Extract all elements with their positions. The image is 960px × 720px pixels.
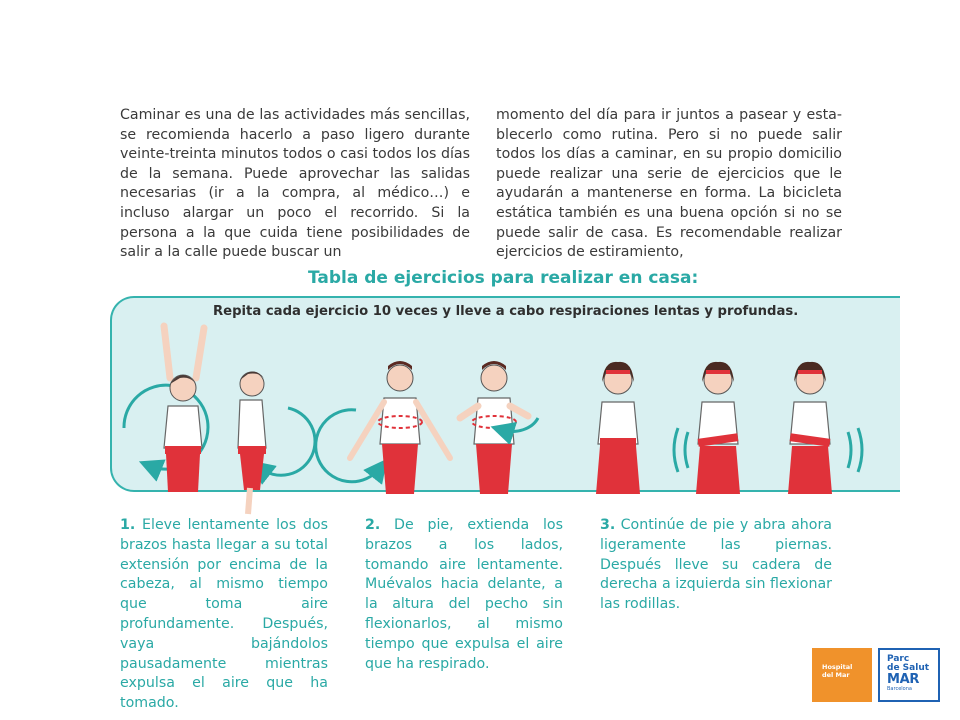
exercise-illustrations <box>110 318 900 518</box>
figure-hips-left <box>674 362 740 494</box>
step-1-number: 1. <box>120 517 136 533</box>
hospital-del-mar-logo: Hospital del Mar <box>812 648 872 702</box>
step-3 <box>600 516 832 615</box>
figure-arms-forward <box>460 361 538 494</box>
intro-text-left: Caminar es una de las actividades más sencillas, se recomienda hacerlo a paso ligero durante veinte-treinta minutos todos o casi todos los días de la semana. Puede aprovechar las salidas necesarias (ir a la compra, al médico…) e incluso alargar un poco el recorrido. Si la persona a la que cuida tiene posibilidades de salir a la calle puede buscar un <box>120 107 470 261</box>
figure-arms-down-side <box>238 371 315 514</box>
step-2-text: De pie, extienda los brazos a los lados, tomando aire lentamente. Muévalos hacia delante, a la altura del pecho sin flexionarlos, al mismo tiempo que expulsa el aire que ha respirado. <box>365 517 564 672</box>
intro-text-right: momento del día para ir juntos a pasear y esta-blecerlo como rutina. Pero si no puede salir todos los días a caminar, en su propio domicilio puede realizar una serie de ejercicios que le ayudarán a mantenerse en forma. La bicicleta estática también es una buena opción si no se puede salir de casa. Es recomendable realizar ejercicios de estiramiento, <box>496 107 842 261</box>
step-3-text: Continúe de pie y abra ahora ligeramente las piernas. Después lleve su cadera de derecha a izquierda sin flexionar las rodillas. <box>600 517 832 613</box>
exercise-table-title: Tabla de ejercicios para realizar en casa: <box>308 268 699 288</box>
panel-instruction: Repita cada ejercicio 10 veces y lleve a cabo respiraciones lentas y profundas. <box>213 304 799 319</box>
figure-arms-sides <box>316 361 450 494</box>
step-2 <box>365 516 563 674</box>
figure-arms-up-front <box>124 326 208 492</box>
figure-hips-right <box>788 362 862 494</box>
figure-hips-center <box>596 362 640 494</box>
step-2-number: 2. <box>365 517 381 533</box>
step-1 <box>120 516 328 714</box>
step-3-number: 3. <box>600 517 616 533</box>
parc-de-salut-mar-logo: Parc de Salut MAR Barcelona <box>878 648 940 702</box>
step-1-text: Eleve lentamente los dos brazos hasta llegar a su total extensión por encima de la cabeza, al mismo tiempo que toma aire profundamente. Después, vaya bajándolos pausadamente mientras expulsa el aire que ha tomado. <box>120 517 328 712</box>
